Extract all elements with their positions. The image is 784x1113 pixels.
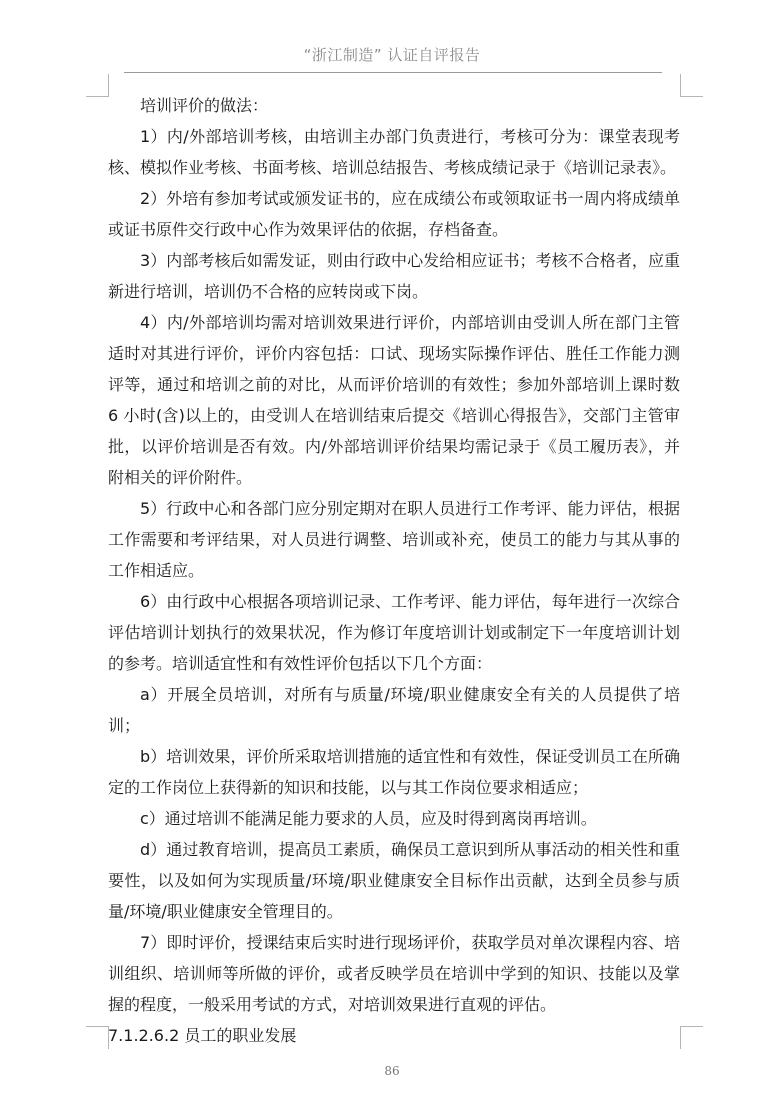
page-header-title: “浙江制造” 认证自评报告 (303, 46, 481, 64)
crop-mark-bottom-left (86, 1026, 109, 1049)
crop-mark-top-right (680, 74, 703, 97)
paragraph-subitem-c: c）通过培训不能满足能力要求的人员，应及时得到离岗再培训。 (140, 809, 597, 828)
paragraph-item-6: 6）由行政中心根据各项培训记录、工作考评、能力评估，每年进行一次综合评估培训计划执行的效果状况，作为修订年度培训计划或制定下一年度培训计划的参考。培训适宜性和有效性评价包括以下几个方面： (108, 592, 680, 673)
section-heading: 7.1.2.6.2 员工的职业发展 (108, 1026, 297, 1045)
crop-mark-top-left (86, 74, 109, 97)
page-number: 86 (384, 1064, 400, 1078)
paragraph-subitem-b: b）培训效果，评价所采取培训措施的适宜性和有效性，保证受训员工在所确定的工作岗位上获得新的知识和技能，以与其工作岗位要求相适应； (108, 747, 680, 797)
paragraph-item-7: 7）即时评价，授课结束后实时进行现场评价，获取学员对单次课程内容、培训组织、培训师等所做的评价，或者反映学员在培训中学到的知识、技能以及掌握的程度，一般采用考试的方式，对培训效果进行直观的评估。 (108, 933, 680, 1014)
paragraph-item-5: 5）行政中心和各部门应分别定期对在职人员进行工作考评、能力评估，根据工作需要和考评结果，对人员进行调整、培训或补充，使员工的能力与其从事的工作相适应。 (108, 499, 680, 580)
crop-mark-bottom-right (680, 1026, 703, 1049)
paragraph-item-2: 2）外培有参加考试或颁发证书的，应在成绩公布或领取证书一周内将成绩单或证书原件交行政中心作为效果评估的依据，存档备查。 (108, 189, 680, 239)
document-body (108, 90, 680, 1051)
paragraph-subitem-a: a）开展全员培训，对所有与质量/环境/职业健康安全有关的人员提供了培训； (108, 685, 680, 735)
header-divider (124, 72, 662, 73)
paragraph-subitem-d: d）通过教育培训，提高员工素质，确保员工意识到所从事活动的相关性和重要性，以及如何为实现质量/环境/职业健康安全目标作出贡献，达到全员参与质量/环境/职业健康安全管理目的。 (108, 840, 680, 921)
paragraph-intro: 培训评价的做法： (140, 96, 269, 115)
paragraph-item-3: 3）内部考核后如需发证，则由行政中心发给相应证书；考核不合格者，应重新进行培训，培训仍不合格的应转岗或下岗。 (108, 251, 680, 301)
paragraph-item-4: 4）内/外部培训均需对培训效果进行评价，内部培训由受训人所在部门主管适时对其进行评价，评价内容包括：口试、现场实际操作评估、胜任工作能力测评等，通过和培训之前的对比，从而评价培训的有效性；参加外部培训上课时数 6 小时(含)以上的，由受训人在培训结束后提交《培训心得报告》，交部门主管审批，以评价培训是否有效。内/外部培训评价结果均需记录于《员工履历表》，并附相关的评价附件。 (108, 313, 680, 487)
paragraph-item-1: 1）内/外部培训考核，由培训主办部门负责进行，考核可分为：课堂表现考核、模拟作业考核、书面考核、培训总结报告、考核成绩记录于《培训记录表》。 (108, 127, 680, 177)
